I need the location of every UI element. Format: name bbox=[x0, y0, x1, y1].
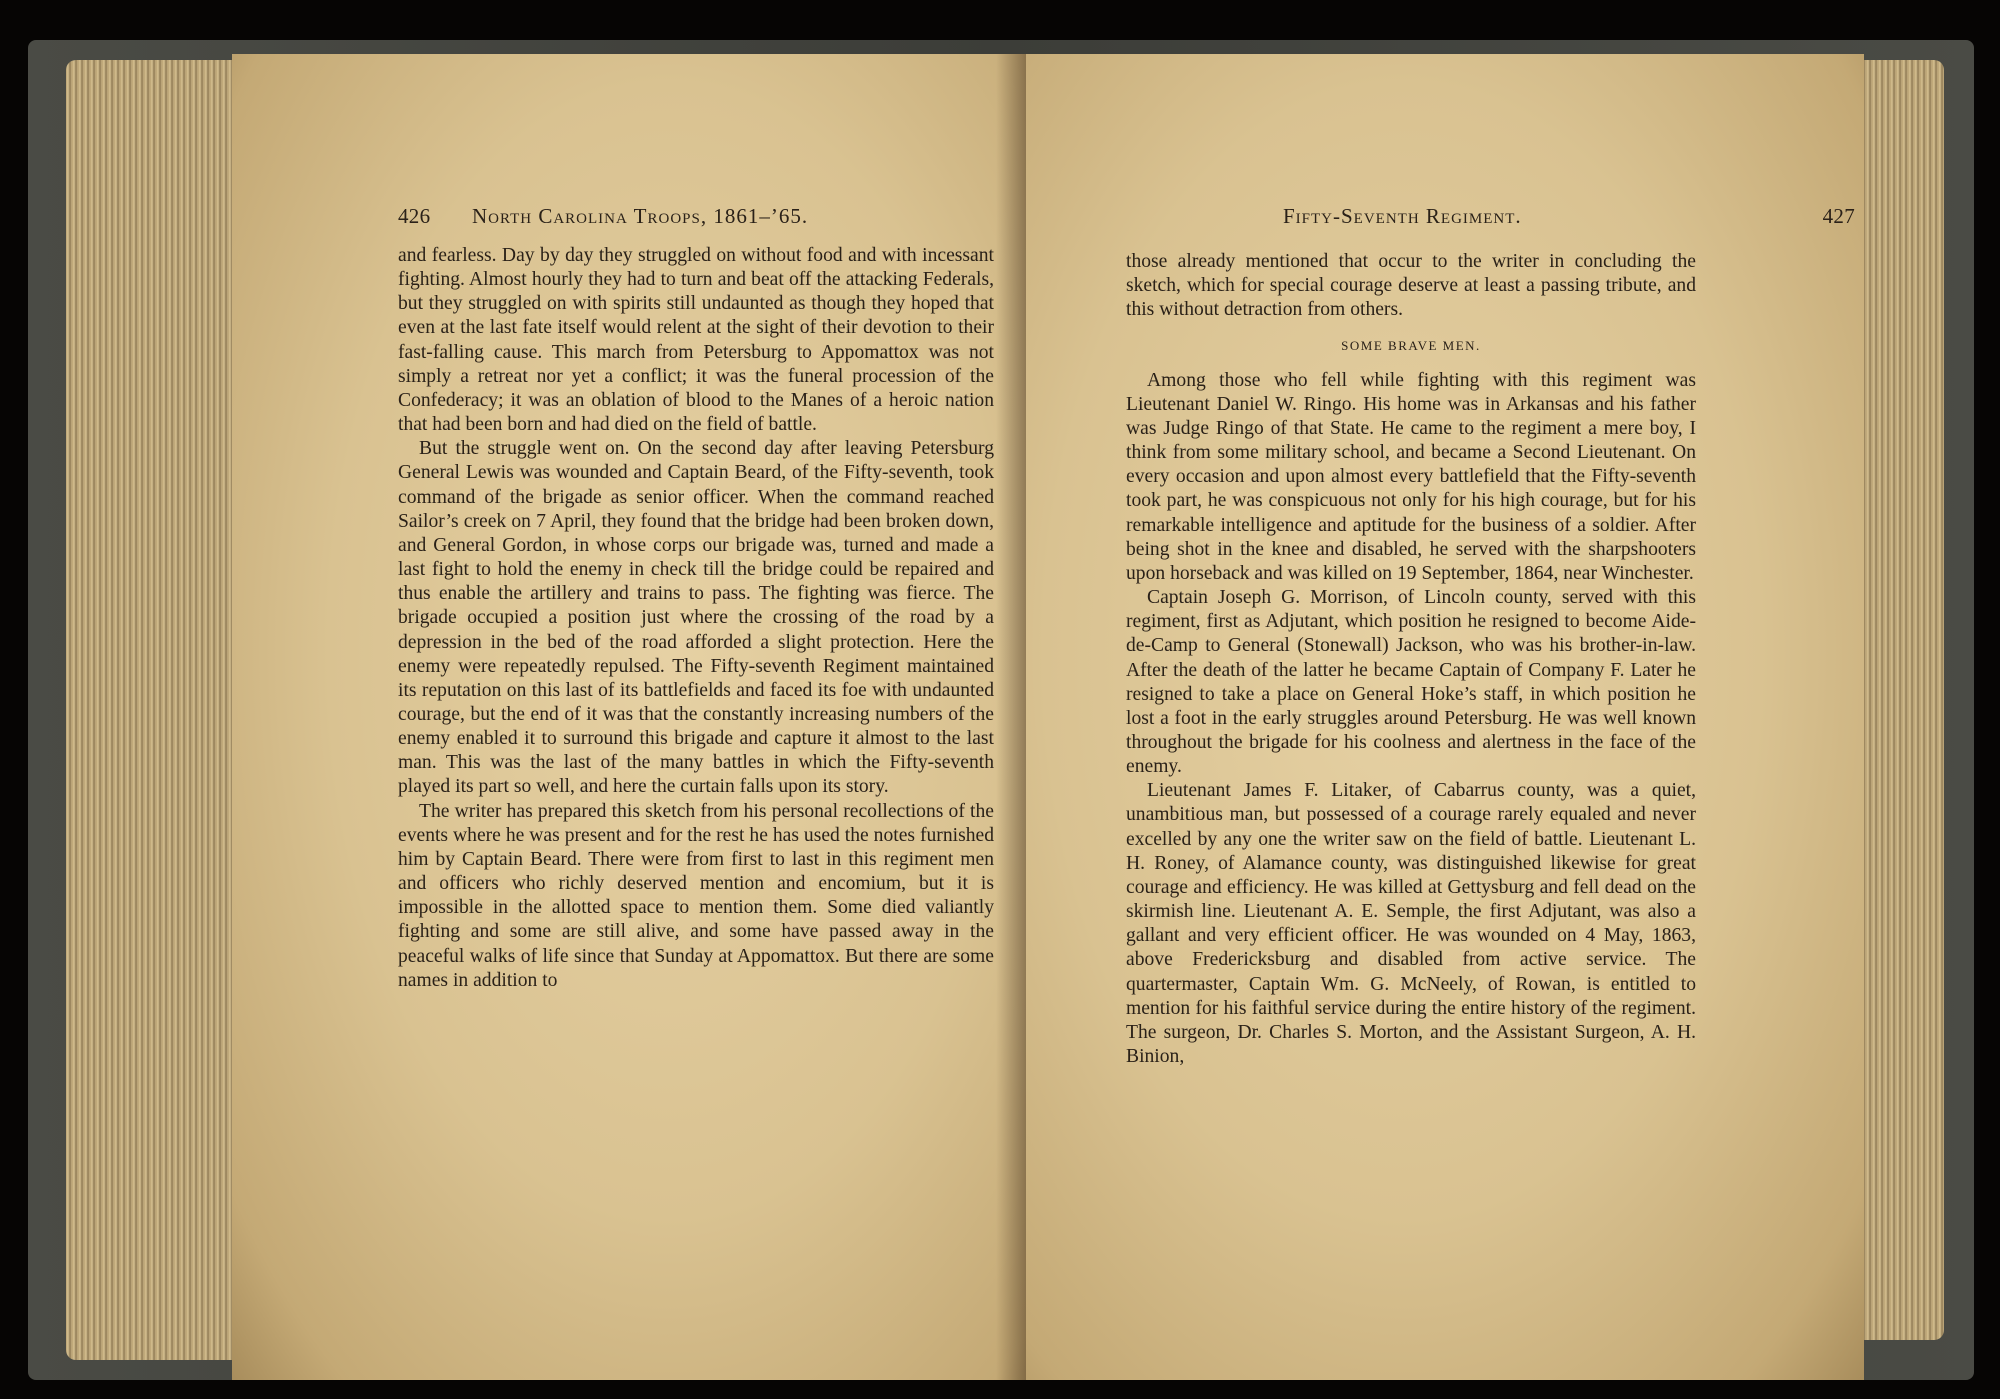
paragraph: those already mentioned that occur to the writer in concluding the sketch, which for special courage deserve at least a passing tribute, and this without detraction from others. bbox=[1126, 251, 1696, 321]
paragraph: The writer has prepared this sketch from his personal recollections of the events where he was present and for the rest he has used the notes furnished him by Captain Beard. There were from first to last in this regiment men and officers who richly deserved mention and encomium, but it is impossible in the allotted space to mention them. Some died valiantly fighting and some are still alive, and some have passed away in the peaceful walks of life since that Sunday at Appomattox. But there are some names in addition to bbox=[398, 800, 994, 991]
paragraph: Captain Joseph G. Morrison, of Lincoln county, served with this regiment, first as Adjutant, which position he resigned to become Aide-de-Camp to General (Stonewall) Jackson, who was his brother-in-law. After the death of the latter he became Captain of Company F. Later he resigned to take a place on General Hoke’s staff, in which position he lost a foot in the early struggles around Petersburg. He was well known throughout the brigade for his coolness and alertness in the face of the enemy. bbox=[1126, 587, 1696, 778]
paragraph: But the struggle went on. On the second day after leaving Petersburg General Lewis was wounded and Captain Beard, of the Fifty-seventh, took command of the brigade as senior officer. When the command reached Sailor’s creek on 7 April, they found that the bridge had been broken down, and General Gordon, in whose corps our brigade was, turned and made a last fight to hold the enemy in check till the bridge could be repaired and thus enable the artillery and trains to pass. The fighting was fierce. The brigade occupied a position just where the crossing of the road by a depression in the bed of the road afforded a slight protection. Here the enemy were repeatedly repulsed. The Fifty-seventh Regiment maintained its reputation on this last of its battlefields and faced its foe with undaunted courage, but the end of it was that the constantly increasing numbers of the enemy enabled it to surround this brigade and capture it almost to the last man. This was the last of the many battles in which the Fifty-seventh played its part so well, and here the curtain falls upon its story. bbox=[398, 438, 994, 798]
running-title: Fifty-Seventh Regiment. bbox=[1283, 204, 1522, 228]
page-number: 426 bbox=[398, 204, 431, 228]
left-page bbox=[232, 54, 1026, 1380]
left-page-body bbox=[398, 244, 994, 993]
paragraph: Among those who fell while fighting with this regiment was Lieutenant Daniel W. Ringo. His home was in Arkansas and his father was Judge Ringo of that State. He came to the regiment a mere boy, I think from some military school, and became a Second Lieutenant. On every occasion and upon almost every battlefield that the Fifty-seventh took part, he was conspicuous not only for his high courage, but for his remarkable intelligence and aptitude for the business of a soldier. After being shot in the knee and disabled, he served with the sharpshooters upon horseback and was killed on 19 September, 1864, near Winchester. bbox=[1126, 369, 1696, 584]
section-heading: SOME BRAVE MEN. bbox=[1341, 338, 1481, 354]
left-page-edges bbox=[66, 60, 244, 1360]
paragraph: Lieutenant James F. Litaker, of Cabarrus county, was a quiet, unambitious man, but possessed of a courage rarely equaled and never excelled by any one the writer saw on the field of battle. Lieutenant L. H. Roney, of Alamance county, was distinguished likewise for great courage and efficiency. He was killed at Gettysburg and fell dead on the skirmish line. Lieutenant A. E. Semple, the first Adjutant, was also a gallant and very efficient officer. He was wounded on 4 May, 1863, above Fredericksburg and disabled from active service. The quartermaster, Captain Wm. G. McNeely, of Rowan, is entitled to mention for his faithful service during the entire history of the regiment. The surgeon, Dr. Charles S. Morton, and the Assistant Surgeon, A. H. Binion, bbox=[1126, 780, 1696, 1067]
page-number: 427 bbox=[1822, 204, 1855, 228]
right-page bbox=[1026, 54, 1864, 1380]
running-title: North Carolina Troops, 1861–’65. bbox=[471, 204, 809, 228]
right-page-body bbox=[1126, 250, 1696, 1069]
left-running-head bbox=[398, 204, 808, 229]
paragraph: and fearless. Day by day they struggled on without food and with incessant fighting. Almost hourly they had to turn and beat off the attacking Federals, but they struggled on with spirits still undaunted as though they hoped that even at the last fate itself would relent at the sight of their devotion to their fast-falling cause. This march from Petersburg to Appomattox was not simply a retreat nor yet a conflict; it was the funeral procession of the Confederacy; it was an oblation of blood to the Manes of a heroic nation that had been born and had died on the field of battle. bbox=[398, 245, 994, 436]
